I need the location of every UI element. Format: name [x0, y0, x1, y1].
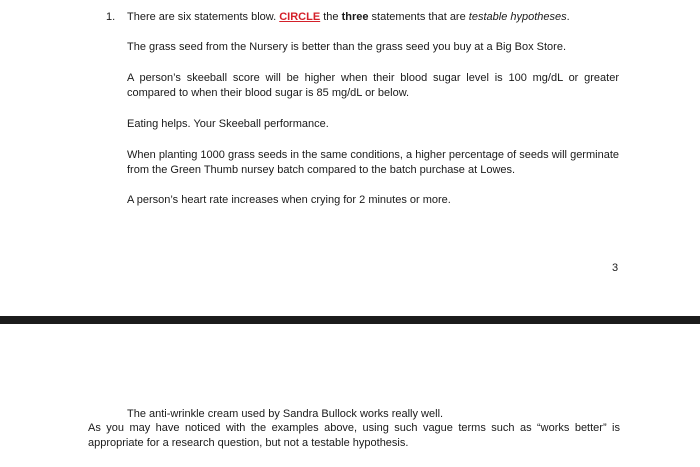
prompt-text-2: the — [320, 11, 342, 23]
statement-3[interactable]: Eating helps. Your Skeeball performance. — [127, 118, 329, 130]
page-number: 3 — [612, 262, 619, 274]
prompt-three: three — [341, 11, 369, 23]
prompt-text-1: There are six statements blow. — [127, 11, 280, 23]
statement-5[interactable]: A person’s heart rate increases when crying for 2 minutes or more. — [127, 194, 451, 206]
statement-1[interactable]: The grass seed from the Nursery is better than the grass seed you buy at a Big Box Store. — [127, 41, 567, 53]
statement-6[interactable]: The anti-wrinkle cream used by Sandra Bullock works really well. — [127, 408, 444, 420]
document-page-bottom — [0, 324, 700, 467]
statement-2[interactable]: A person’s skeeball score will be higher when their blood sugar level is 100 mg/dL or greater compared to when their blood sugar is 85 mg/dL or below. — [127, 72, 619, 99]
circle-instruction: CIRCLE — [279, 11, 321, 23]
question-prompt — [127, 10, 570, 25]
prompt-text-4: . — [566, 11, 570, 23]
prompt-text-3: statements that are — [368, 11, 469, 23]
prompt-testable-hypotheses: testable hypotheses — [468, 11, 567, 23]
question-number: 1. — [106, 11, 116, 23]
page-divider — [0, 316, 700, 324]
explanatory-note: As you may have noticed with the examples above, using such vague terms such as “works better” is appropriate for a research question, but not a testable hypothesis. — [88, 422, 620, 449]
statement-4[interactable]: When planting 1000 grass seeds in the same conditions, a higher percentage of seeds will germinate from the Green Thumb nursey batch compared to the batch purchase at Lowes. — [127, 149, 619, 176]
